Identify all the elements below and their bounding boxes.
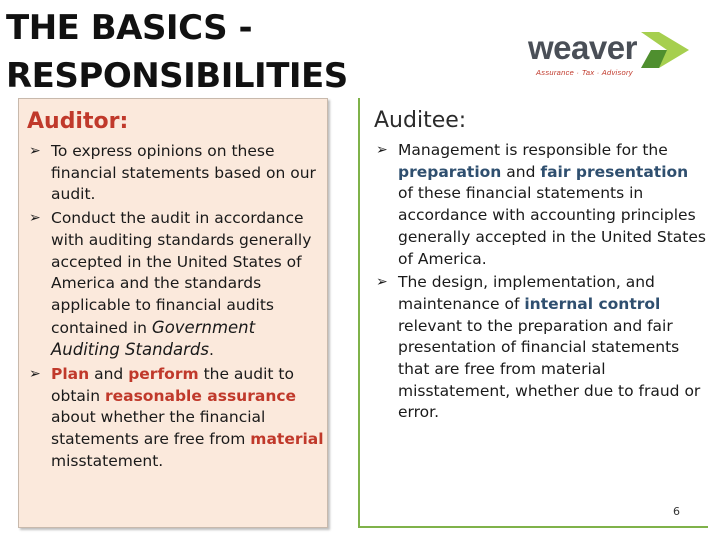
arrow-bullet-icon: ➢ [29, 210, 41, 227]
logo-wordmark: weaver [528, 29, 637, 66]
logo-arrow-icon [641, 30, 691, 70]
title-line-1: THE BASICS - [6, 8, 253, 48]
highlight-preparation: preparation [398, 162, 502, 181]
auditee-bullet-list [372, 140, 708, 426]
auditor-bullet-3-mid2: about whether the financial statements are free from [51, 408, 266, 449]
highlight-material: material [250, 430, 324, 449]
auditee-bullet-1-end: of these financial statements in accordance with accounting principles generally accepted in the United States of America. [398, 184, 706, 268]
list-item [25, 364, 325, 473]
title-line-2: RESPONSIBILITIES [6, 56, 348, 96]
auditee-heading: Auditee: [374, 108, 467, 133]
auditor-bullet-3-mid: the audit to obtain [51, 365, 294, 405]
auditor-bullet-3-and: and [89, 365, 129, 384]
highlight-perform: perform [128, 365, 199, 384]
slide-title [6, 4, 426, 100]
highlight-reasonable-assurance: reasonable assurance [104, 386, 297, 405]
highlight-fair-presentation: fair presentation [540, 162, 689, 181]
arrow-bullet-icon: ➢ [29, 143, 41, 159]
list-item [25, 208, 325, 362]
logo-tagline: Assurance · Tax · Advisory [536, 68, 633, 77]
auditee-bullet-1-start: Management is responsible for the [398, 141, 668, 159]
highlight-internal-control: internal control [524, 294, 661, 313]
auditor-heading: Auditor: [27, 109, 129, 134]
auditor-bullet-1-text: To express opinions on these financial statements based on our audit. [51, 142, 316, 204]
arrow-bullet-icon: ➢ [376, 274, 388, 291]
arrow-bullet-icon: ➢ [29, 366, 41, 383]
auditee-bullet-1-and: and [501, 162, 541, 181]
auditee-bullet-2-start: The design, implementation, and maintenance of [398, 273, 655, 313]
auditor-bullet-2-text: Conduct the audit in accordance with auditing standards generally accepted in the United States of America and the standards applicable to financial audits contained in [51, 209, 312, 337]
auditor-panel [18, 98, 328, 528]
list-item [25, 141, 325, 206]
list-item [372, 272, 708, 424]
arrow-bullet-icon: ➢ [376, 142, 388, 158]
auditee-bullet-2-end: relevant to the preparation and fair presentation of financial statements that are free from material misstatement, whether due to fraud or error. [398, 316, 701, 422]
highlight-plan: Plan [51, 365, 90, 384]
auditor-bullet-list [25, 141, 325, 475]
list-item [372, 140, 708, 270]
gov-auditing-standards-title: Government Auditing Standards [51, 317, 256, 360]
weaver-logo [528, 28, 698, 84]
page-number: 6 [673, 505, 680, 518]
auditee-panel [358, 98, 708, 528]
auditor-bullet-2-end: . [208, 341, 214, 360]
auditor-bullet-3-end: misstatement. [51, 451, 164, 470]
